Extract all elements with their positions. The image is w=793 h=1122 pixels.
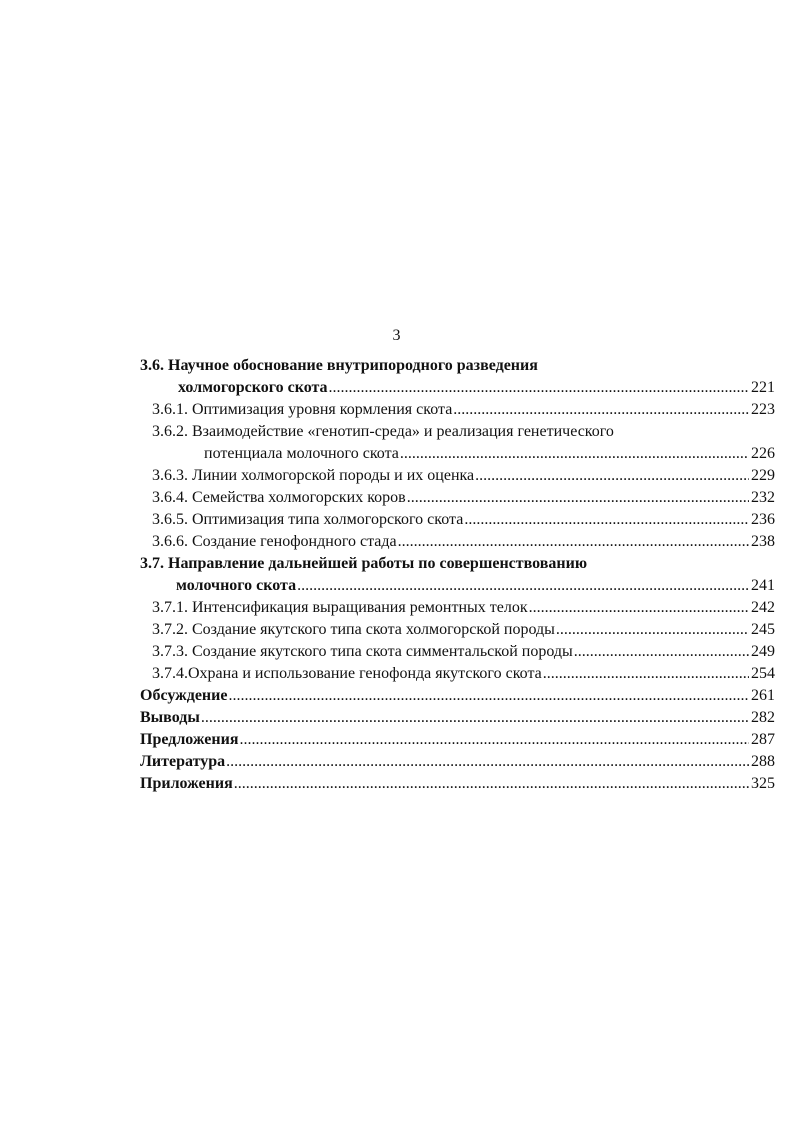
toc-entry-title: потенциала молочного скота bbox=[204, 445, 399, 462]
toc-entry-page: 229 bbox=[751, 467, 775, 484]
toc-entry-title: 3.7.1. Интенсификация выращивания ремонтных телок bbox=[152, 599, 528, 616]
toc-entry-page: 287 bbox=[751, 731, 775, 748]
toc-entry-3-6-5 bbox=[140, 509, 775, 531]
dot-leader bbox=[201, 707, 749, 729]
toc-entry-conclusions bbox=[140, 707, 775, 729]
toc-entry-title: 3.6.1. Оптимизация уровня кормления скота bbox=[152, 401, 453, 418]
toc-entry-title: 3.6.5. Оптимизация типа холмогорского скота bbox=[152, 511, 464, 528]
toc-entry-title: 3.6. Научное обоснование внутрипородного разведения bbox=[140, 357, 538, 374]
toc-entry-title: Приложения bbox=[140, 775, 233, 792]
toc-entry-title: Предложения bbox=[140, 731, 239, 748]
toc-entry-page: 242 bbox=[751, 599, 775, 616]
page-number: 3 bbox=[392, 327, 401, 344]
dot-leader bbox=[240, 729, 750, 751]
toc-entry-3-6-2-line1 bbox=[140, 421, 775, 443]
toc-entry-page: 232 bbox=[751, 489, 775, 506]
toc-entry-3-6-line2 bbox=[140, 377, 775, 399]
toc-entry-page: 236 bbox=[751, 511, 775, 528]
toc-entry-3-6-6 bbox=[140, 531, 775, 553]
toc-entry-title: молочного скота bbox=[176, 577, 297, 594]
toc-entry-title: 3.6.6. Создание генофондного стада bbox=[152, 533, 397, 550]
toc-entry-page: 241 bbox=[751, 577, 775, 594]
toc-entry-page: 249 bbox=[751, 643, 775, 660]
toc-entry-title: 3.6.2. Взаимодействие «генотип-среда» и реализация генетического bbox=[152, 423, 614, 440]
dot-leader bbox=[407, 487, 749, 509]
toc-entry-title: Выводы bbox=[140, 709, 200, 726]
toc-entry-page: 245 bbox=[751, 621, 775, 638]
dot-leader bbox=[329, 377, 749, 399]
toc-entry-title: 3.7.2. Создание якутского типа скота холмогорской породы bbox=[152, 621, 555, 638]
dot-leader bbox=[400, 443, 749, 465]
dot-leader bbox=[464, 509, 749, 531]
toc-entry-title: Обсуждение bbox=[140, 687, 228, 704]
toc-entry-title: холмогорского скота bbox=[178, 379, 328, 396]
toc-entry-3-7-line1 bbox=[140, 553, 775, 575]
toc-entry-page: 325 bbox=[751, 775, 775, 792]
toc-entry-page: 221 bbox=[751, 379, 775, 396]
toc-entry-3-6-2-line2 bbox=[140, 443, 775, 465]
dot-leader bbox=[228, 685, 749, 707]
toc-entry-title: 3.6.3. Линии холмогорской породы и их оценка bbox=[152, 467, 475, 484]
toc-entry-3-6-3 bbox=[140, 465, 775, 487]
toc-entry-page: 238 bbox=[751, 533, 775, 550]
toc-entry-page: 282 bbox=[751, 709, 775, 726]
toc-entry-3-7-1 bbox=[140, 597, 775, 619]
toc-entry-discussion bbox=[140, 685, 775, 707]
dot-leader bbox=[574, 641, 749, 663]
dot-leader bbox=[453, 399, 749, 421]
toc-entry-page: 261 bbox=[751, 687, 775, 704]
toc-entry-appendices bbox=[140, 773, 775, 795]
toc-entry-3-6-1 bbox=[140, 399, 775, 421]
dot-leader bbox=[226, 751, 749, 773]
toc-entry-page: 223 bbox=[751, 401, 775, 418]
toc-entry-page: 226 bbox=[751, 445, 775, 462]
toc-entry-page: 288 bbox=[751, 753, 775, 770]
toc-entry-proposals bbox=[140, 729, 775, 751]
dot-leader bbox=[475, 465, 749, 487]
toc-entry-3-6-line1 bbox=[140, 355, 775, 377]
dot-leader bbox=[529, 597, 749, 619]
toc-entry-title: 3.7.3. Создание якутского типа скота симментальской породы bbox=[152, 643, 573, 660]
toc-entry-title: 3.7. Направление дальнейшей работы по совершенствованию bbox=[140, 555, 588, 572]
toc-entry-3-7-4 bbox=[140, 663, 775, 685]
toc-entry-3-6-4 bbox=[140, 487, 775, 509]
toc-entry-3-7-2 bbox=[140, 619, 775, 641]
dot-leader bbox=[297, 575, 749, 597]
table-of-contents bbox=[140, 355, 775, 795]
toc-entry-page: 254 bbox=[751, 665, 775, 682]
dot-leader bbox=[556, 619, 749, 641]
dot-leader bbox=[398, 531, 749, 553]
toc-entry-3-7-3 bbox=[140, 641, 775, 663]
toc-entry-3-7-line2 bbox=[140, 575, 775, 597]
dot-leader bbox=[543, 663, 749, 685]
dot-leader bbox=[234, 773, 749, 795]
toc-entry-title: Литература bbox=[140, 753, 226, 770]
toc-entry-literature bbox=[140, 751, 775, 773]
toc-entry-title: 3.6.4. Семейства холмогорских коров bbox=[152, 489, 406, 506]
toc-entry-title: 3.7.4.Охрана и использование генофонда якутского скота bbox=[152, 665, 542, 682]
